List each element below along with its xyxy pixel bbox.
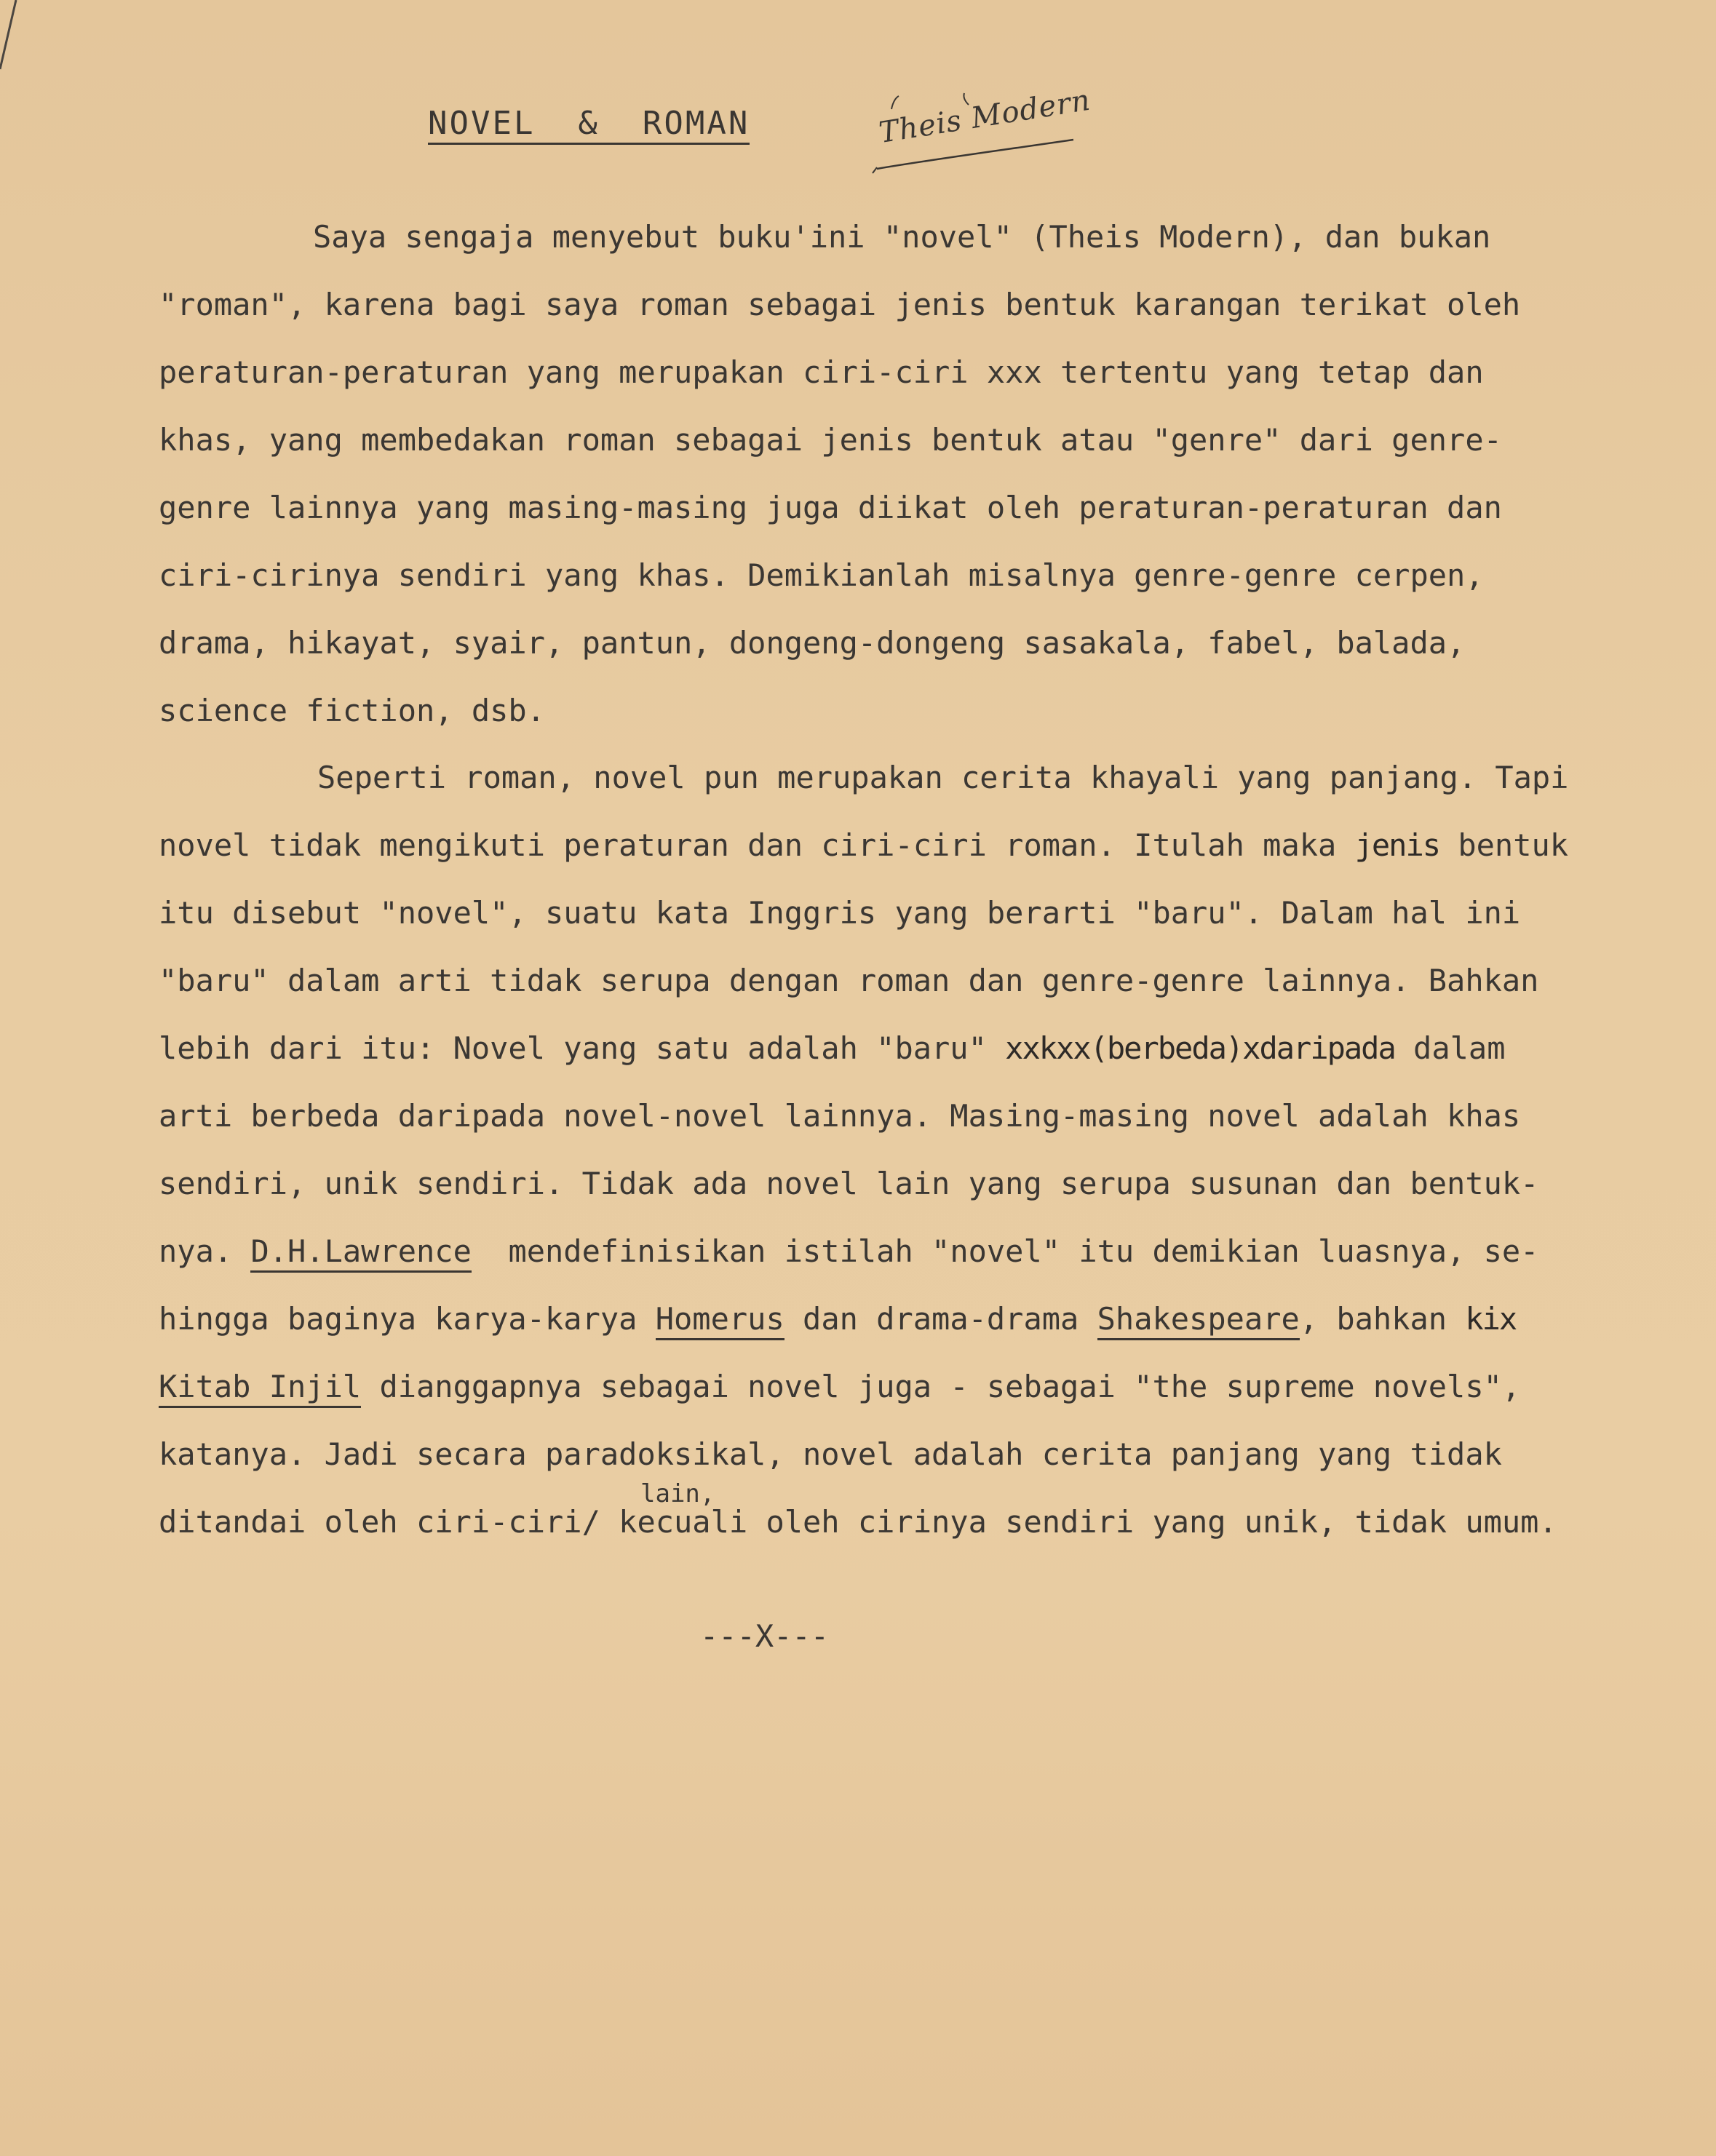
line-text: nya. (159, 1233, 251, 1269)
paragraph-1-line-8: science fiction, dsb. (159, 693, 546, 728)
struck-out-text: kix (1465, 1301, 1517, 1337)
paragraph-1-line-6: ciri-cirinya sendiri yang khas. Demikianlah misalnya genre-genre cerpen, (159, 557, 1484, 593)
corner-pen-mark (0, 0, 44, 80)
line-text: , bahkan (1299, 1301, 1466, 1337)
underlined-name: Homerus (656, 1301, 784, 1340)
handwritten-insertion: lain, (640, 1479, 715, 1508)
line-text: lebih dari itu: Novel yang satu adalah "baru" (159, 1030, 1006, 1066)
underlined-name: D.H.Lawrence (250, 1233, 471, 1273)
paragraph-1-line-7: drama, hikayat, syair, pantun, dongeng-dongeng sasakala, fabel, balada, (159, 625, 1466, 661)
paragraph-2-line-2 (159, 827, 1569, 863)
paragraph-2-line-12: ditandai oleh ciri-ciri/ kecuali oleh cirinya sendiri yang unik, tidak umum. (159, 1504, 1557, 1540)
paragraph-2-line-7: sendiri, unik sendiri. Tidak ada novel lain yang serupa susunan dan bentuk- (159, 1166, 1539, 1201)
signature: Theis Modern (876, 83, 1093, 150)
paragraph-2-line-10 (159, 1369, 1521, 1404)
underlined-name: Shakespeare (1097, 1301, 1300, 1340)
paragraph-2-line-6: arti berbeda daripada novel-novel lainnya. Masing-masing novel adalah khas (159, 1098, 1521, 1134)
line-text: mendefinisikan istilah "novel" itu demikian luasnya, se- (471, 1233, 1539, 1269)
line-text: novel tidak mengikuti peraturan dan ciri-ciri roman. Itulah maka (159, 827, 1355, 863)
paragraph-2-line-3: itu disebut "novel", suatu kata Inggris yang berarti "baru". Dalam hal ini (159, 895, 1521, 931)
paragraph-2-line-4: "baru" dalam arti tidak serupa dengan roman dan genre-genre lainnya. Bahkan (159, 963, 1539, 998)
line-text: dalam (1394, 1030, 1506, 1066)
line-text: bentuk (1439, 827, 1569, 863)
paragraph-2-line-8 (159, 1233, 1539, 1269)
paragraph-2-line-5 (159, 1030, 1506, 1066)
paragraph-2-line-9 (159, 1301, 1517, 1337)
end-mark: ---X--- (700, 1618, 830, 1654)
paragraph-1-line-3: peraturan-peraturan yang merupakan ciri-ciri xxx tertentu yang tetap dan (159, 354, 1484, 390)
underlined-name: Kitab Injil (159, 1369, 361, 1408)
line-text: hingga baginya karya-karya (159, 1301, 656, 1337)
line-text: dan drama-drama (784, 1301, 1097, 1337)
struck-out-text: xxkxx(berbeda)xdaripada (1005, 1030, 1395, 1066)
struck-out-text: jenis (1354, 827, 1440, 863)
line-text: dianggapnya sebagai novel juga - sebagai "the supreme novels", (361, 1369, 1521, 1404)
paragraph-1-line-4: khas, yang membedakan roman sebagai jenis bentuk atau "genre" dari genre- (159, 422, 1502, 458)
paragraph-1-line-5: genre lainnya yang masing-masing juga diikat oleh peraturan-peraturan dan (159, 490, 1502, 525)
paragraph-1-line-2: "roman", karena bagi saya roman sebagai jenis bentuk karangan terikat oleh (159, 287, 1521, 322)
paragraph-2-line-11: katanya. Jadi secara paradoksikal, novel adalah cerita panjang yang tidak (159, 1436, 1502, 1472)
paragraph-2-line-1: Seperti roman, novel pun merupakan cerita khayali yang panjang. Tapi (317, 760, 1569, 795)
document-title: NOVEL & ROMAN (428, 108, 750, 145)
paragraph-1-line-1: Saya sengaja menyebut buku'ini "novel" (Theis Modern), dan bukan (313, 219, 1491, 255)
